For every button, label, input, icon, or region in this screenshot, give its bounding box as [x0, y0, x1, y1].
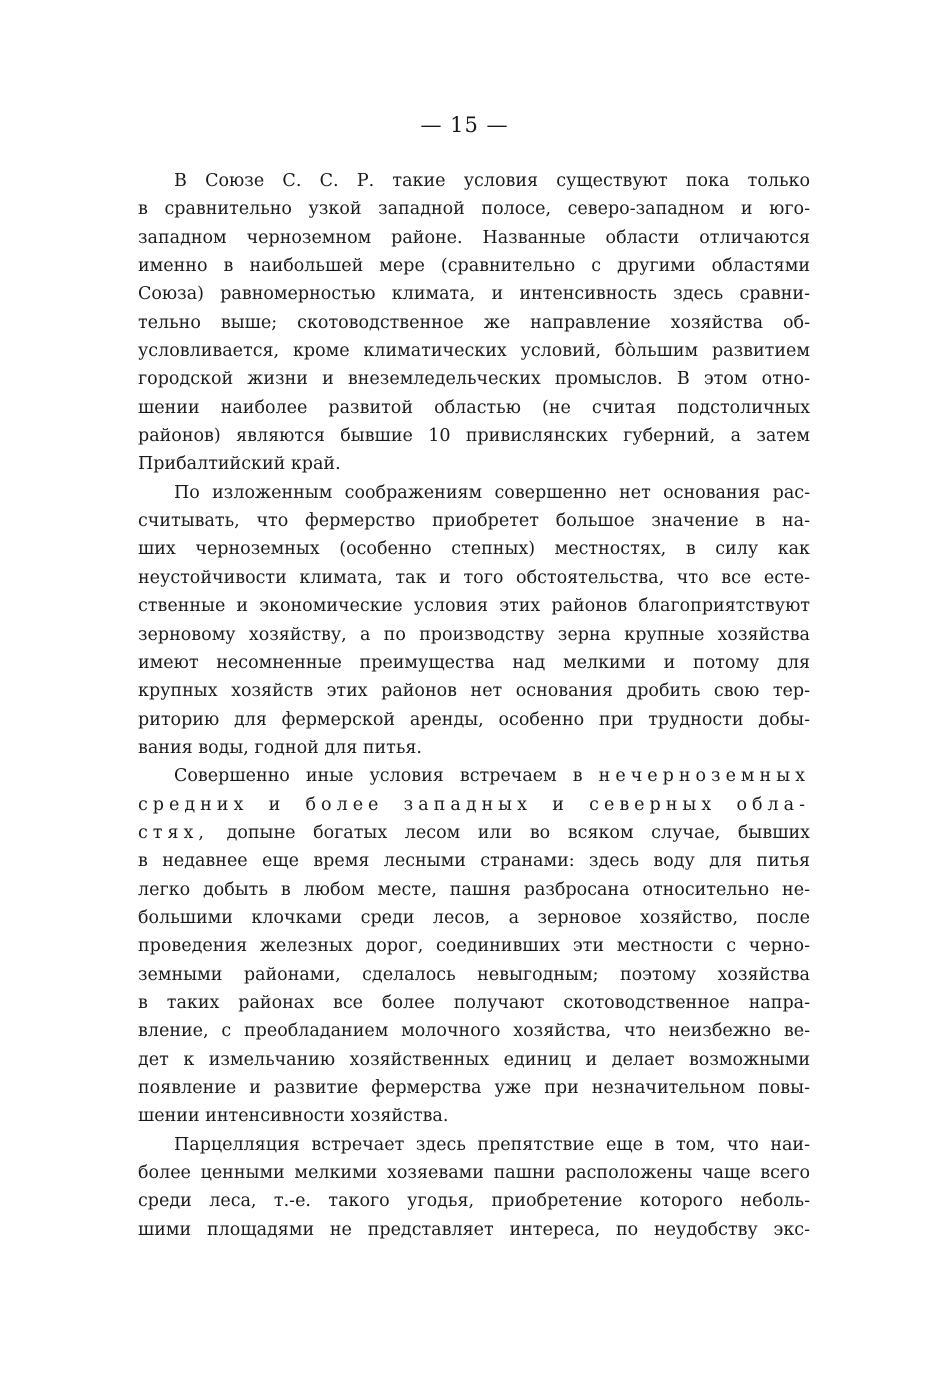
- text-line: тельно выше; скотоводственное же направление хозяйства об-: [138, 312, 810, 333]
- paragraph-4: [138, 1131, 810, 1244]
- body-text: [138, 167, 810, 1244]
- spaced-emphasis: средних и более западных и северных обла-: [138, 794, 810, 815]
- text-line: неустойчивости климата, так и того обстоятельства, что все есте-: [138, 567, 810, 588]
- text-line: Союза) равномерностью климата, и интенсивность здесь сравни-: [138, 284, 810, 305]
- text-line: шими площадями не представляет интереса, по неудобству экс-: [138, 1219, 810, 1240]
- text-line: в таких районах все более получают скотоводственное напра-: [138, 992, 810, 1013]
- text-line: в сравнительно узкой западной полосе, северо-западном и юго-: [138, 199, 810, 220]
- page-number: — 15 —: [420, 113, 509, 137]
- text-line: шении наиболее развитой областью (не считая подстоличных: [138, 397, 810, 418]
- text-line: [138, 762, 810, 790]
- paragraph-2: [138, 479, 810, 762]
- text-line: ших черноземных (особенно степных) местностях, в силу как: [138, 539, 810, 560]
- text-line: появление и развитие фермерства уже при незначительном повы-: [138, 1078, 810, 1098]
- text-line: ственные и экономические условия этих районов благоприятствуют: [138, 596, 810, 617]
- spaced-emphasis: стях,: [138, 822, 209, 843]
- text-line: По изложенным соображениям совершенно нет основания рас-: [174, 482, 810, 503]
- text-line: считывать, что фермерство приобретет большое значение в на-: [138, 511, 810, 532]
- text-line: вление, с преобладанием молочного хозяйства, что неизбежно ве-: [138, 1021, 810, 1042]
- text-line: В Союзе С. С. Р. такие условия существуют пока только: [174, 171, 810, 191]
- text-line: [138, 819, 810, 847]
- text-line: легко добыть в любом месте, пашня разбросана относительно не-: [138, 879, 810, 900]
- text-line: риторию для фермерской аренды, особенно при трудности добы-: [138, 709, 810, 730]
- text-line: именно в наибольшей мере (сравнительно с другими областями: [138, 256, 810, 277]
- spaced-emphasis: нечерноземных: [598, 766, 810, 787]
- text-line: крупных хозяйств этих районов нет основания дробить свою тер-: [138, 681, 810, 702]
- text-line: проведения железных дорог, соединивших эти местности с черно-: [138, 936, 810, 957]
- text-span: Совершенно иные условия встречаем в: [174, 766, 583, 787]
- text-line: западном черноземном районе. Названные области отличаются: [138, 227, 810, 248]
- text-line: вания воды, годной для питья.: [138, 737, 422, 758]
- text-line: зерновому хозяйству, а по производству зерна крупные хозяйства: [138, 624, 810, 645]
- text-line: имеют несомненные преимущества над мелкими и потому для: [138, 652, 810, 673]
- text-line: среди леса, т.-е. такого угодья, приобретение которого неболь-: [138, 1191, 810, 1212]
- text-span: допыне богатых лесом или во всяком случае, бывших: [226, 822, 810, 843]
- text-line: условливается, кроме климатических условий, бо̀льшим развитием: [138, 341, 810, 362]
- text-line: городской жизни и внеземледельческих промыслов. В этом отно-: [138, 369, 810, 390]
- paragraph-1: [138, 167, 810, 479]
- text-line: более ценными мелкими хозяевами пашни расположены чаще всего: [138, 1163, 810, 1184]
- paragraph-3: [138, 762, 810, 1130]
- text-line: районов) являются бывшие 10 привислянских губерний, а затем: [138, 426, 810, 447]
- text-line: Прибалтийский край.: [138, 454, 341, 475]
- text-line: земными районами, сделалось невыгодным; поэтому хозяйства: [138, 964, 810, 985]
- text-line: большими клочками среди лесов, а зерновое хозяйство, после: [138, 907, 810, 928]
- text-line: Парцелляция встречает здесь препятствие еще в том, что наи-: [174, 1134, 810, 1155]
- text-line: в недавнее еще время лесными странами: здесь воду для питья: [138, 851, 810, 872]
- text-line: шении интенсивности хозяйства.: [138, 1106, 449, 1127]
- text-line: дет к измельчанию хозяйственных единиц и делает возможными: [138, 1049, 810, 1070]
